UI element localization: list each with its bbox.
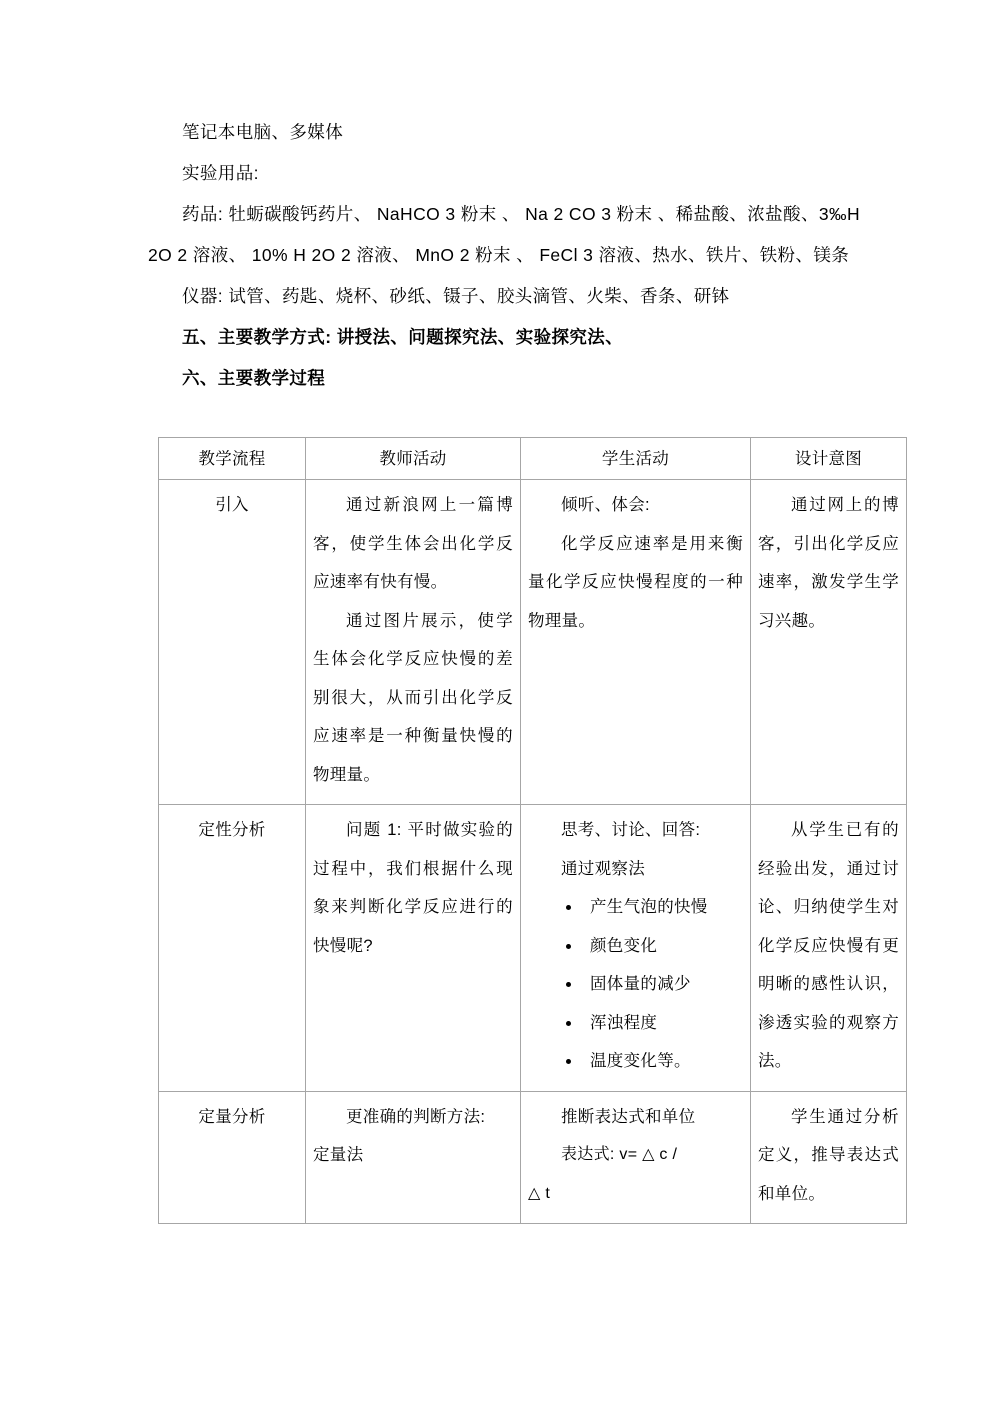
student-intro-label: 倾听、体会:: [561, 496, 650, 514]
intent-paragraph: 从学生已有的经验出发，通过讨论、归纳使学生对化学反应快慢有更明晰的感性认识，渗透实验的观察方法。: [758, 821, 899, 1070]
cell-intent-introduction: [751, 480, 907, 805]
teacher-paragraph: 通过新浪网上一篇博客，使学生体会出化学反应速率有快有慢。: [313, 496, 513, 591]
section-five-label: 五、主要教学方式:: [182, 327, 332, 347]
cell-teacher-qualitative: [306, 805, 521, 1092]
column-header-teacher: 教师活动: [306, 438, 521, 480]
column-header-flow: 教学流程: [159, 438, 306, 480]
paragraph-lab-supplies-heading: 实验用品:: [182, 163, 259, 183]
cell-student-introduction: [521, 480, 751, 805]
cell-teacher-quantitative: [306, 1091, 521, 1224]
paragraph-chemicals: 药品: 牡蛎碳酸钙药片、 NaHCO 3 粉末 、 Na 2 CO 3 粉末 、稀盐酸、浓盐酸、3‰H 2O 2 溶液、 10% H 2O 2 溶液、 MnO 2 粉末 、 FeCl 3 溶液、热水、铁片、铁粉、镁条: [148, 204, 860, 265]
student-intro-label: 思考、讨论、回答:: [561, 821, 701, 839]
list-item: 浑浊程度: [566, 1004, 743, 1043]
rate-formula-line2: △ t: [528, 1184, 551, 1202]
paragraph-instruments: 仪器: 试管、药匙、烧杯、砂纸、镊子、胶头滴管、火柴、香条、研钵: [182, 286, 730, 306]
table-row: [159, 805, 907, 1092]
student-method-label: 通过观察法: [561, 859, 645, 878]
cell-intent-qualitative: [751, 805, 907, 1092]
student-paragraph: 化学反应速率是用来衡量化学反应快慢程度的一种物理量。: [528, 534, 743, 630]
column-header-student: 学生活动: [521, 438, 751, 480]
cell-student-quantitative: [521, 1091, 751, 1224]
table-row: [159, 1091, 907, 1224]
intent-paragraph: 学生通过分析定义，推导表达式和单位。: [758, 1107, 899, 1203]
teacher-paragraph: 问题 1: 平时做实验的过程中，我们根据什么现象来判断化学反应进行的快慢呢?: [313, 821, 513, 955]
document-body: [148, 112, 860, 399]
teaching-process-table-wrapper: [158, 437, 899, 1224]
list-item: 产生气泡的快慢: [566, 888, 743, 927]
rate-formula-line1: 表达式: v= △ c /: [561, 1146, 678, 1163]
cell-student-qualitative: [521, 805, 751, 1092]
teacher-method-heading: 更准确的判断方法:: [346, 1107, 486, 1126]
cell-flow-quantitative: 定量分析: [159, 1091, 306, 1224]
list-item: 颜色变化: [566, 927, 743, 966]
cell-flow-qualitative: 定性分析: [159, 805, 306, 1092]
paragraph-equipment: 笔记本电脑、多媒体: [182, 122, 344, 142]
paragraph-section-five: [148, 317, 860, 358]
teaching-process-table: [158, 437, 907, 1224]
paragraph-section-six: 六、主要教学过程: [182, 368, 326, 388]
section-five-text: 讲授法、问题探究法、实验探究法、: [331, 327, 624, 347]
teacher-method-name: 定量法: [313, 1146, 364, 1164]
column-header-intent: 设计意图: [751, 438, 907, 480]
teacher-paragraph: 通过图片展示，使学生体会化学反应快慢的差别很大，从而引出化学反应速率是一种衡量快慢的物理量。: [313, 611, 513, 784]
table-header-row: [159, 438, 907, 480]
list-item: 固体量的减少: [566, 965, 743, 1004]
intent-paragraph: 通过网上的博客，引出化学反应速率，激发学生学习兴趣。: [758, 496, 899, 630]
table-row: [159, 480, 907, 805]
cell-intent-quantitative: [751, 1091, 907, 1224]
observation-phenomena-list: [528, 888, 743, 1081]
cell-flow-introduction: 引入: [159, 480, 306, 805]
cell-teacher-introduction: [306, 480, 521, 805]
list-item: 温度变化等。: [566, 1042, 743, 1081]
student-task-label: 推断表达式和单位: [561, 1107, 696, 1126]
